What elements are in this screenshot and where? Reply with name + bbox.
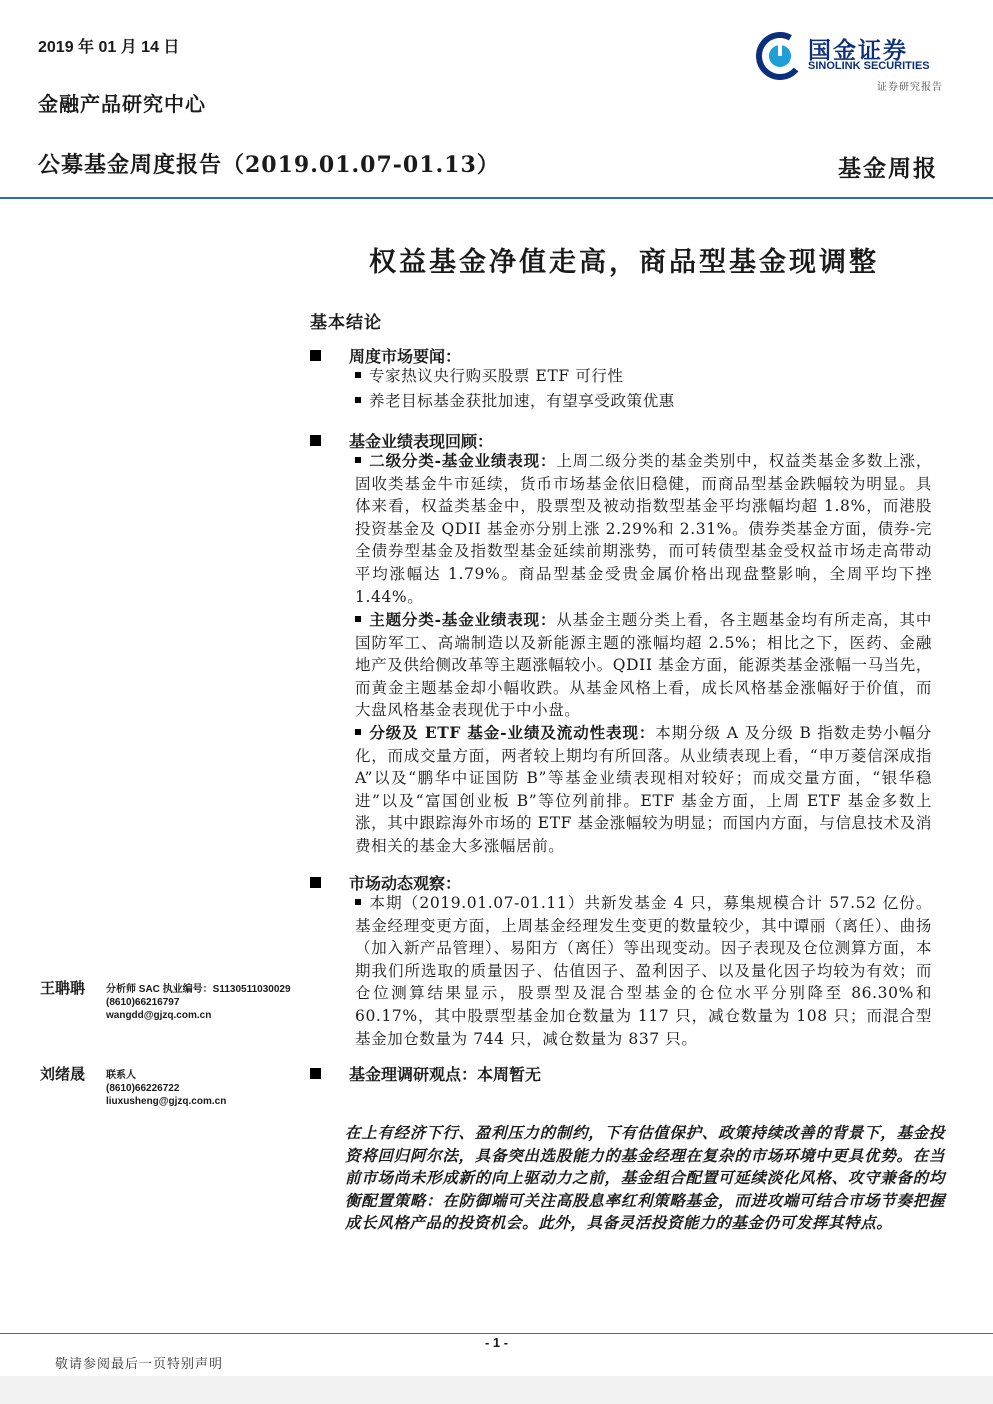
report-date: 2019 年 01 月 14 日 <box>38 39 180 56</box>
list-item: 本期（2019.01.07-01.11）共新发基金 4 只，募集规模合计 57.52 亿份。基金经理变更方面，上周基金经理发生变更的数量较少，其中谭丽（离任）、曲扬（加入新产品管理）、易阳方（离任）等出现变动。因子表现及仓位测算方面，本期我们所选取的质量因子、估值因子、盈利因子、以及量化因子均较为有效；而仓位测算结果显示，股票型及混合型基金的仓位水平分别降至 86.30%和 60.17%，其中股票型基金加仓数量为 117 只，减仓数量为 108 只；而混合型基金加仓数量为 744 只，减仓数量为 837 只。 <box>355 894 932 1048</box>
analyst-email[interactable]: wangdd@gjzq.com.cn <box>106 1010 212 1021</box>
analyst-email[interactable]: liuxusheng@gjzq.com.cn <box>106 1096 227 1107</box>
bullet-icon <box>355 457 361 463</box>
analyst-name: 王聃聃 <box>40 979 86 997</box>
block-heading: 基金业绩表现回顾： <box>310 429 493 452</box>
logo-subtitle: 证券研究报告 <box>877 82 943 93</box>
logo-text-en: SINOLINK SECURITIES <box>808 60 930 72</box>
list-item: 养老目标基金获批加速，有望享受政策优惠 <box>355 390 932 413</box>
square-bullet-icon <box>310 877 321 888</box>
footer-divider <box>0 1333 993 1334</box>
bullet-icon <box>355 899 361 905</box>
square-bullet-icon <box>310 350 321 361</box>
list-item: 主题分类-基金业绩表现：从基金主题分类上看，各主题基金均有所走高，其中国防军工、高端制造以及新能源主题的涨幅均超 2.5%；相比之下，医药、金融地产及供给侧改革等主题涨幅较小。QDII 基金方面，能源类基金涨幅一马当先，而黄金主题基金却小幅收跌。从基金风格上看，成长风格基金涨幅好于价值，而大盘风格基金表现优于中小盘。 <box>355 610 932 720</box>
square-bullet-icon <box>310 435 321 446</box>
report-title: 公募基金周度报告（2019.01.07-01.13） <box>38 152 500 178</box>
report-type: 基金周报 <box>838 155 938 182</box>
analyst-card <box>40 1065 227 1108</box>
block-heading: 基金理调研观点：本周暂无 <box>310 1062 541 1085</box>
header-divider <box>0 197 993 199</box>
analyst-card <box>40 979 291 1022</box>
analyst-phone: (8610)66226722 <box>106 1083 180 1094</box>
list-item: 二级分类-基金业绩表现：上周二级分类的基金类别中，权益类基金多数上涨，固收类基金牛市延续，货币市场基金依旧稳健，而商品型基金跌幅较为明显。具体来看，权益类基金中，股票型及被动指数型基金平均涨幅均超 1.8%，而港股投资基金及 QDII 基金亦分别上涨 2.29%和 2.31%。债券类基金方面，债券-完全债券型基金及指数型基金延续前期涨势，而可转债型基金受权益市场走高带动平均涨幅达 1.79%。商品型基金受贵金属价格出现盘整影响，全周平均下挫 1.44%。 <box>355 451 932 606</box>
footer-band <box>0 1376 993 1404</box>
bullet-icon <box>355 372 361 378</box>
analyst-role: 分析师 SAC 执业编号：S1130511030029 <box>106 984 291 995</box>
bullet-icon <box>355 729 361 735</box>
analyst-role: 联系人 <box>106 1070 136 1081</box>
conclusion-paragraph: 在上有经济下行、盈利压力的制约，下有估值保护、政策持续改善的背景下，基金投资将回归阿尔法，具备突出选股能力的基金经理在复杂的市场环境中更具优势。在当前市场尚未形成新的向上驱动力之前，基金组合配置可延续淡化风格、攻守兼备的均衡配置策略：在防御端可关注高股息率红利策略基金，而进攻端可结合市场节奏把握成长风格产品的投资机会。此外，具备灵活投资能力的基金仍可发挥其特点。 <box>345 1123 945 1233</box>
research-center: 金融产品研究中心 <box>38 92 206 116</box>
bullet-icon <box>355 397 361 403</box>
list-item: 分级及 ETF 基金-业绩及流动性表现：本期分级 A 及分级 B 指数走势小幅分化，而成交量方面，两者较上期均有所回落。从业绩表现上看，“申万菱信深成指 A”以及“鹏华中证国防 B”等基金业绩表现相对较好；而成交量方面，“银华稳进”以及“富国创业板 B”等位列前排。ETF 基金方面，上周 ETF 基金多数上涨，其中跟踪海外市场的 ETF 基金涨幅较为明显；而国内方面，与信息技术及消费相关的基金大多涨幅居前。 <box>355 723 932 855</box>
logo-text-cn: 国金证券 <box>808 38 908 64</box>
section-heading: 基本结论 <box>310 313 382 333</box>
list-item: 专家热议央行购买股票 ETF 可行性 <box>355 365 932 388</box>
disclaimer: 敬请参阅最后一页特别声明 <box>55 1357 224 1372</box>
analyst-name: 刘绪晟 <box>40 1065 86 1083</box>
bullet-icon <box>355 616 361 622</box>
block-heading: 周度市场要闻： <box>310 344 461 367</box>
block-heading: 市场动态观察： <box>310 871 461 894</box>
sinolink-logo-icon <box>756 32 804 80</box>
square-bullet-icon <box>310 1068 321 1079</box>
analyst-phone: (8610)66216797 <box>106 997 180 1008</box>
main-title: 权益基金净值走高，商品型基金现调整 <box>369 247 879 278</box>
page-number: - 1 - <box>484 1335 509 1350</box>
